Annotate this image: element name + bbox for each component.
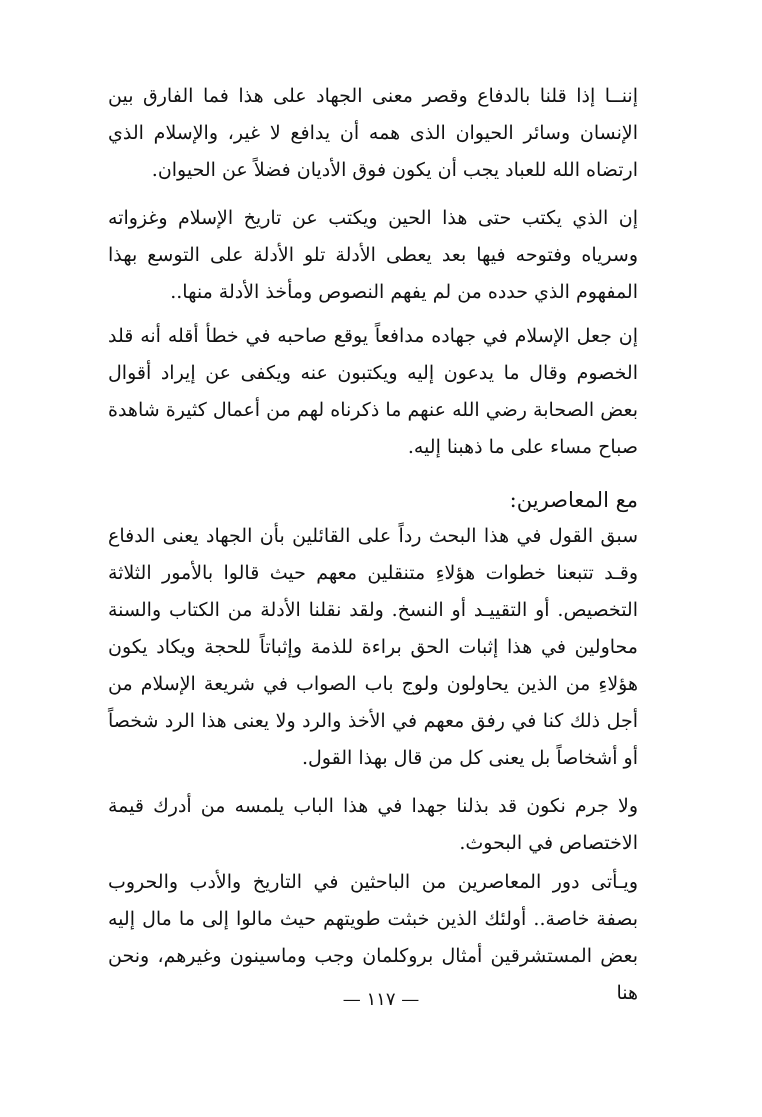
page-number: — ١١٧ — (342, 989, 420, 1010)
paragraph-specialization: ولا جرم نكون قد بذلنا جهدا في هذا الباب يلمسه من أدرك قيمة الاختصاص في البحوث. (108, 795, 638, 854)
paragraph-defensive-error: إن جعل الإسلام في جهاده مدافعاً يوقع صاحبه في خطأ أقله أنه قلد الخصوم وقال ما يدعون إليه ويكتبون عنه ويكفى عن إيراد أقوال بعض الصحابة رضي الله عنهم ما ذكرناه لهم من أعمال كثيرة شاهدة صباح مساء على ما ذهبنا إليه. (108, 325, 638, 458)
paragraph-defense-meaning: إننــا إذا قلنا بالدفاع وقصر معنى الجهاد على هذا فما الفارق بين الإنسان وسائر الحيوان الذى همه أن يدافع لا غير، والإسلام الذي ارتضاه الله للعباد يجب أن يكون فوق الأديان فضلاً عن الحيوان. (108, 85, 638, 181)
paragraph-contemporaries: ويـأتى دور المعاصرين من الباحثين في التاريخ والأدب والحروب بصفة خاصة.. أولئك الذين خبثت طويتهم حيث مالوا إلى ما مال إليه بعض المستشرقين أمثال بروكلمان وجب وماسينون وغيرهم، ونحن هنا (108, 871, 638, 1004)
section-heading: مع المعاصرين: (509, 488, 638, 512)
paragraph-history-writers: إن الذي يكتب حتى هذا الحين ويكتب عن تاريخ الإسلام وغزواته وسرياه وفتوحه فيها بعد يعطى الأدلة تلو الأدلة على التوسع بهذا المفهوم الذي حدده من لم يفهم النصوص ومأخذ الأدلة منها.. (108, 207, 638, 303)
paragraph-previous-discussion: سبق القول في هذا البحث رداً على القائلين بأن الجهاد يعنى الدفاع وقـد تتبعنا خطوات هؤلاءِ متنقلين معهم حيث قالوا بالأمور الثلاثة التخصيص. أو التقييـد أو النسخ. ولقد نقلنا الأدلة من الكتاب والسنة محاولين في هذا إثبات الحق براءة للذمة وإثباتاً للحجة ويكاد يكون هؤلاءِ من الذين يحاولون ولوج باب الصواب في شريعة الإسلام من أجل ذلك كنا في رفق معهم في الأخذ والرد ولا يعنى هذا الرد شخصاً أو أشخاصاً بل يعنى كل من قال بهذا القول. (108, 525, 638, 769)
